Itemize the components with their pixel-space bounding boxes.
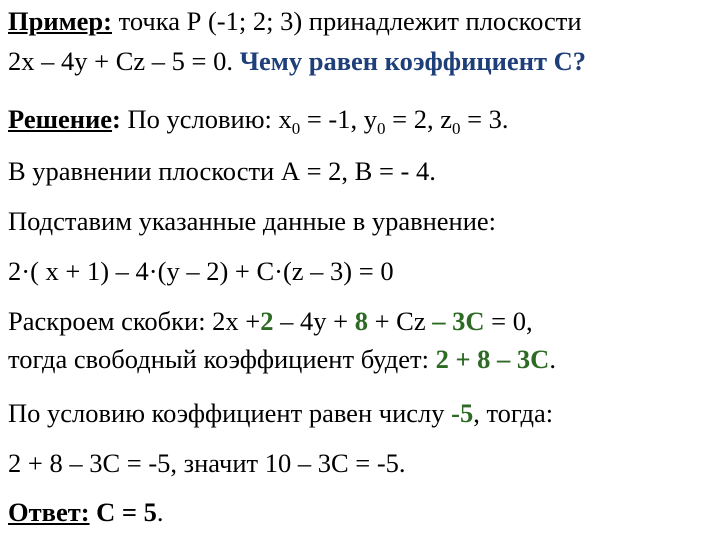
coefficients-line: [8, 156, 716, 186]
answer-line: [8, 497, 716, 527]
equation-line: [8, 46, 716, 76]
expand-mid: + Cz: [367, 306, 433, 336]
substitute-text: Подставим указанные данные в уравнение:: [8, 206, 497, 236]
expand-line: [8, 306, 716, 336]
highlight-term: 2: [260, 306, 274, 336]
substitute-line: [8, 206, 716, 236]
condition2-end: , тогда:: [473, 398, 554, 428]
plane-equation: 2х – 4у + Cz – 5 = 0.: [8, 46, 240, 76]
solution-label: Решение: [8, 104, 113, 134]
free-coefficient-line: [8, 344, 716, 374]
z0-value: = 3.: [460, 104, 509, 134]
condition-prefix: По условию: х: [127, 104, 292, 134]
example-line: [8, 6, 716, 36]
y0-value: = 2, z: [385, 104, 452, 134]
final-equation: 2 + 8 – 3С = -5, значит 10 – 3С = -5.: [8, 448, 406, 478]
coefficients-text: В уравнении плоскости А = 2, В = - 4.: [8, 156, 436, 186]
condition2-line: [8, 398, 716, 428]
free-end: .: [549, 344, 556, 374]
answer-value: С = 5: [89, 497, 157, 527]
answer-label: Ответ:: [8, 497, 90, 527]
condition2-prefix: По условию коэффициент равен числу: [8, 398, 452, 428]
x0-value: = -1, у: [300, 104, 378, 134]
solution-colon: :: [112, 104, 128, 134]
final-equation-line: [8, 448, 716, 478]
question-text: Чему равен коэффициент С?: [239, 46, 586, 76]
expand-prefix: Раскроем скобки: 2х +: [8, 306, 261, 336]
substituted-equation: 2·( х + 1) – 4·(у – 2) + С·(z – 3) = 0: [8, 256, 394, 286]
free-expression: 2 + 8 – 3С: [435, 344, 550, 374]
subscript: 0: [451, 119, 461, 138]
highlight-term: – 3С: [432, 306, 485, 336]
subscript: 0: [291, 119, 301, 138]
highlight-term: 8: [354, 306, 368, 336]
substituted-line: [8, 256, 716, 286]
solution-line: [8, 104, 716, 144]
example-label: Пример:: [8, 6, 112, 36]
free-prefix: тогда свободный коэффициент будет:: [8, 344, 436, 374]
subscript: 0: [377, 119, 386, 138]
condition2-value: -5: [451, 398, 474, 428]
expand-mid: – 4у +: [273, 306, 355, 336]
expand-end: = 0,: [484, 306, 533, 336]
answer-end: .: [156, 497, 164, 527]
example-text: точка Р (-1; 2; 3) принадлежит плоскости: [112, 6, 582, 36]
